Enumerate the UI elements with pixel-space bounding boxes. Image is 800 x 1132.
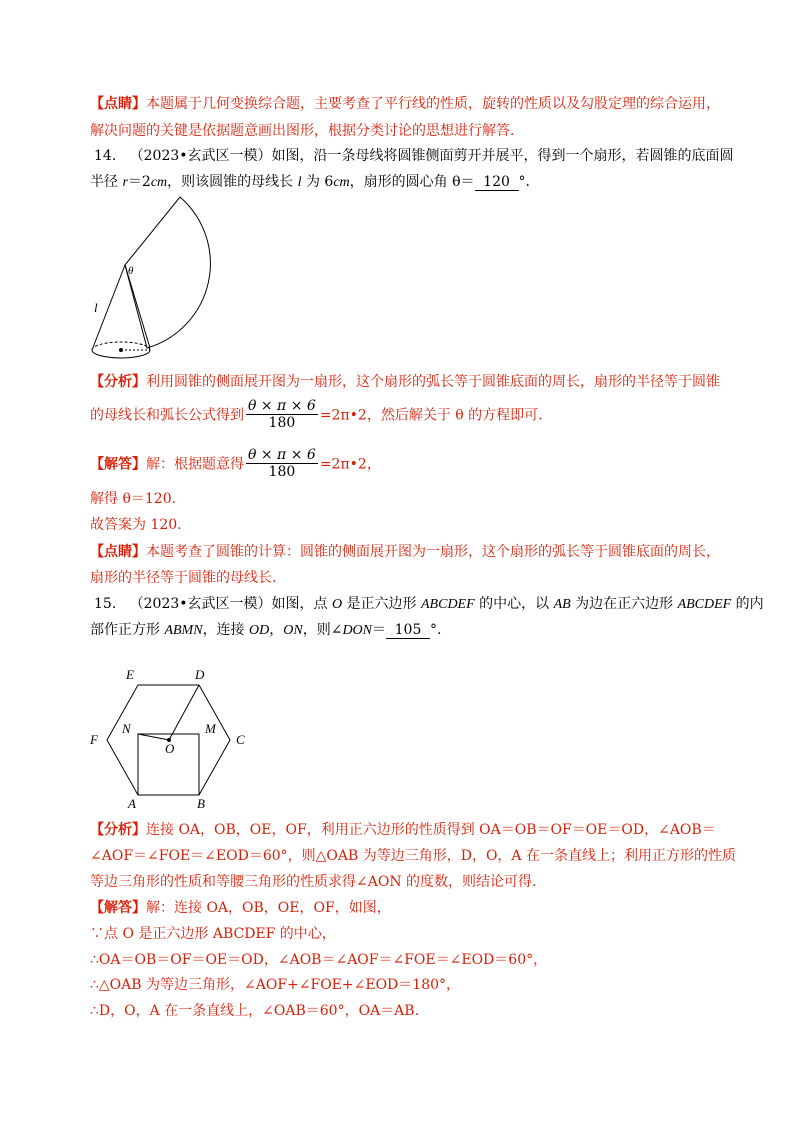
label-o: O <box>165 741 175 756</box>
var-l: l <box>297 175 302 190</box>
text: ，连接 <box>202 622 250 638</box>
question-text: 如图，沿一条母线将圆锥侧面剪开并展平，得到一个扇形，若圆锥的底面圆 <box>271 148 734 164</box>
comment-text: 本题考查了圆锥的计算：圆锥的侧面展开图为一扇形，这个扇形的弧长等于圆锥底面的周长， <box>146 544 720 560</box>
q14-comment-line1 <box>90 542 720 562</box>
text: 为边在正六边形 <box>570 596 678 612</box>
var: AB <box>553 597 571 612</box>
label-n: N <box>122 721 131 736</box>
text: ，则∠ <box>302 622 343 638</box>
var: ON <box>283 623 303 638</box>
analysis-tag: 【分析】 <box>90 822 146 838</box>
q14-cone-sector-figure <box>80 190 270 365</box>
analysis-tag: 【分析】 <box>90 374 146 390</box>
answer-blank: 105 <box>386 622 430 639</box>
q15-solution-line3: ∴OA＝OB＝OF＝OE＝OD，∠AOB＝∠AOF＝∠FOE＝∠EOD＝60°， <box>90 952 548 968</box>
solution-tag: 【解答】 <box>90 456 146 473</box>
segment-on <box>138 734 169 740</box>
unit-cm: cm <box>333 175 350 190</box>
analysis-text: 的母线长和弧长公式得到 <box>90 407 244 424</box>
answer-blank: 120 <box>475 174 519 191</box>
text: ，则该圆锥的母线长 <box>167 174 298 190</box>
var: O <box>331 597 343 612</box>
var: DON <box>342 623 372 638</box>
comment-tag: 【点睛】 <box>90 544 146 560</box>
q15-solution-line2: ∵点 O 是正六边形 ABCDEF 的中心， <box>90 926 336 942</box>
q15-analysis-line2: ∠AOF＝∠FOE＝∠EOD＝60°，则△OAB 为等边三角形，D，O，A 在一条直线上；利用正方形的性质 <box>90 848 736 864</box>
text: 的内 <box>731 596 764 612</box>
label-l: l <box>94 300 98 315</box>
analysis-text: 连接 OA，OB，OE，OF，利用正六边形的性质得到 OA＝OB＝OF＝OE＝OD，∠AOB＝ <box>146 822 716 838</box>
text: ＝ <box>372 622 386 638</box>
var: OD <box>249 623 270 638</box>
fraction <box>246 447 318 480</box>
var: ABCDEF <box>677 597 732 612</box>
question-number: 15. <box>94 596 117 612</box>
label-theta: θ <box>128 265 134 277</box>
q13-comment-line1 <box>90 94 720 114</box>
unit-cm: cm <box>150 175 168 190</box>
question-number: 14. <box>94 148 117 164</box>
analysis-text: 利用圆锥的侧面展开图为一扇形，这个扇形的弧长等于圆锥底面的周长，扇形的半径等于圆锥 <box>146 374 720 390</box>
q14-analysis-line1 <box>90 372 720 392</box>
solution-tag: 【解答】 <box>90 900 146 916</box>
text: ＝2 <box>127 174 151 190</box>
q14-analysis-line2 <box>90 398 543 431</box>
fraction-denominator: 180 <box>268 415 296 431</box>
var-r: r <box>122 175 128 190</box>
text: 是正六边形 <box>342 596 421 612</box>
text: 部作正方形 <box>90 622 165 638</box>
q15-stem-line2 <box>90 620 441 641</box>
label-a: A <box>128 796 136 810</box>
q14-solution-line1 <box>90 447 381 480</box>
text: 半径 <box>90 174 123 190</box>
question-source: （2023•玄武区一模） <box>129 148 272 164</box>
degree: °. <box>430 622 442 638</box>
var: ABMN <box>164 623 203 638</box>
q15-solution-line4: ∴△OAB 为等边三角形，∠AOF+∠FOE+∠EOD＝180°， <box>90 977 461 993</box>
label-f: F <box>90 732 98 747</box>
analysis-text: =2π•2，然后解关于 θ 的方程即可. <box>319 407 543 424</box>
text: 为 6 <box>301 174 334 190</box>
label-c: C <box>236 732 245 747</box>
comment-text: 本题属于几何变换综合题，主要考查了平行线的性质，旋转的性质以及勾股定理的综合运用， <box>146 96 720 112</box>
fraction-denominator: 180 <box>268 464 296 480</box>
text: 的中心，以 <box>474 596 554 612</box>
fraction-numerator: θ × π × 6 <box>248 447 316 463</box>
cone-sides <box>92 265 150 350</box>
sector-shape <box>125 197 210 348</box>
q15-solution-line1 <box>90 898 391 918</box>
q15-hexagon-figure <box>85 660 260 810</box>
fraction-numerator: θ × π × 6 <box>248 398 316 414</box>
q14-stem-line1 <box>94 146 734 166</box>
q15-solution-line5: ∴D，O，A 在一条直线上，∠OAB＝60°，OA＝AB. <box>90 1003 420 1019</box>
var: ABCDEF <box>421 597 475 612</box>
solution-text: 解：连接 OA，OB，OE，OF，如图， <box>146 900 391 916</box>
text: ， <box>269 622 284 638</box>
q14-comment-line2: 扇形的半径等于圆锥的母线长. <box>90 570 277 586</box>
solution-text: 解：根据题意得 <box>146 456 244 473</box>
q15-analysis-line1 <box>90 820 716 840</box>
fraction <box>246 398 318 431</box>
cone-center-dot <box>119 348 123 352</box>
q15-stem-line1 <box>94 594 764 615</box>
label-b: B <box>197 796 205 810</box>
label-m: M <box>205 721 216 736</box>
q15-analysis-line3: 等边三角形的性质和等腰三角形的性质求得∠AON 的度数，则结论可得. <box>90 874 537 890</box>
q14-solution-line2: 解得 θ＝120. <box>90 491 177 507</box>
label-e: E <box>126 667 134 682</box>
segment-od <box>169 685 199 740</box>
text: ，扇形的圆心角 θ＝ <box>349 174 475 190</box>
comment-tag: 【点睛】 <box>90 96 146 112</box>
q13-comment-line2: 解决问题的关键是依据题意画出图形，根据分类讨论的思想进行解答. <box>90 123 515 139</box>
solution-text: =2π•2， <box>319 456 381 473</box>
label-d: D <box>195 667 205 682</box>
text: 如图，点 <box>271 596 332 612</box>
q14-solution-line3: 故答案为 120. <box>90 517 182 533</box>
question-source: （2023•玄武区一模） <box>129 596 272 612</box>
degree: °. <box>518 174 530 190</box>
